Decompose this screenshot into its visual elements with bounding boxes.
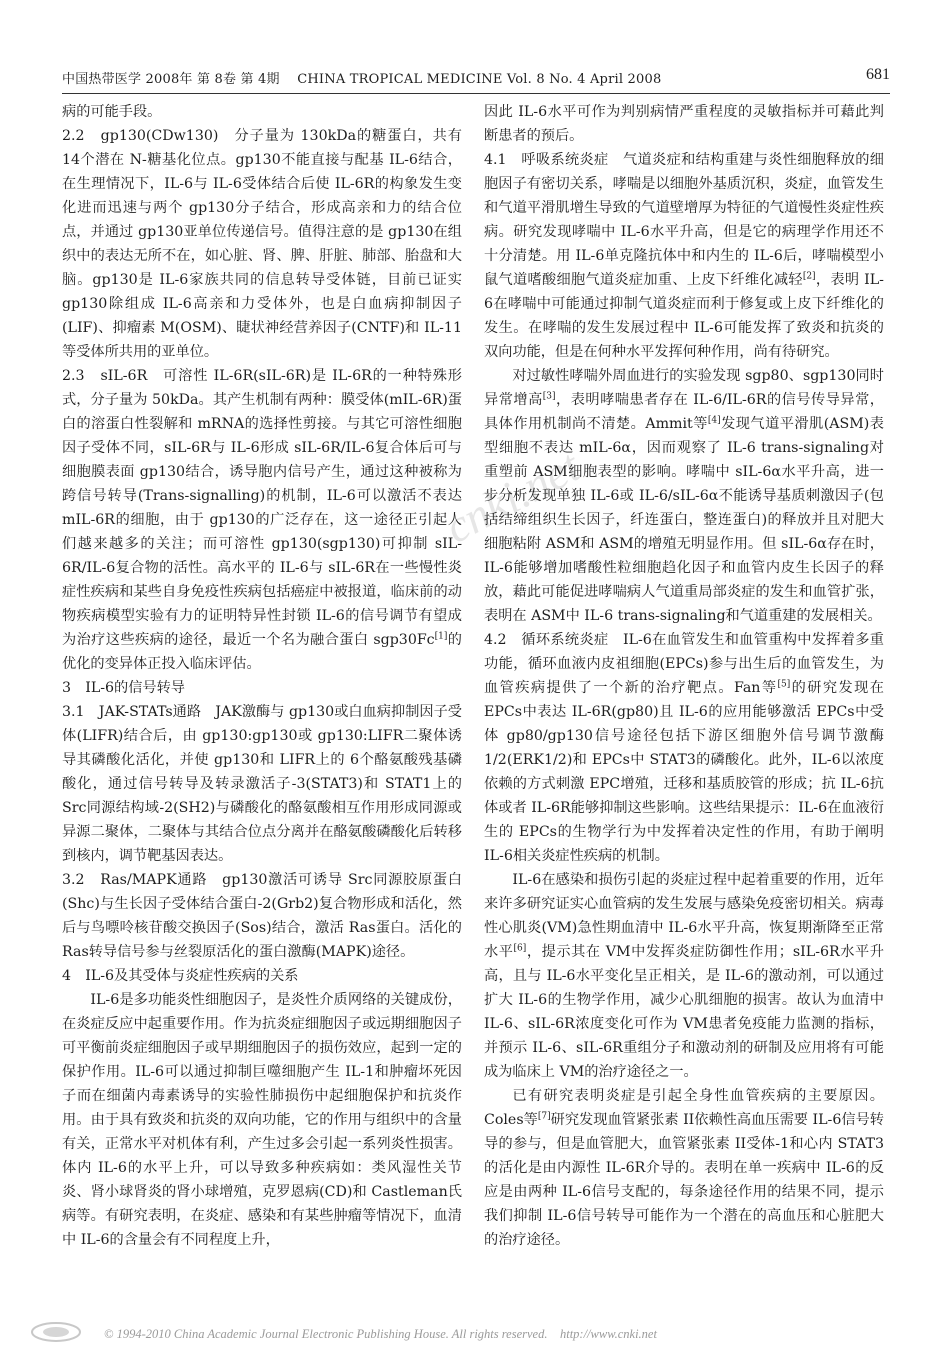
publisher-logo-icon: [28, 1318, 84, 1344]
page-number: 681: [866, 66, 890, 83]
citation-marker: [3]: [542, 391, 556, 402]
paragraph-sil6r: 2.3 sIL-6R 可溶性 IL-6R(sIL-6R)是 IL-6R的一种特殊形式，分子量为 50kDa。其产生机制有两种：膜受体(mIL-6R)蛋白的溶蛋白性裂解和 mRNA的选择性剪接。与其它可溶性细胞因子受体不同，sIL-6R与 IL-6形成 sIL-6R/IL-6复合体后可与细胞膜表面 gp130结合，诱导胞内信号产生，通过这种被称为跨信号转导(Trans-signalling)的机制，IL-6可以激活不表达 mIL-6R的细胞，由于 gp130的广泛存在，这一途径正引起人们越来越多的关注；而可溶性 gp130(sgp130)可抑制 sIL-6R/IL-6复合物的活性。高水平的 IL-6与 sIL-6R在一些慢性炎症性疾病和某些自身免疫性疾病包括癌症中被报道，临床前的动物疾病模型实验有力的证明特异性封锁 IL-6的信号调节有望成为治疗这些疾病的途径，最近一个名为融合蛋白 sgp30Fc[1]的优化的变异体正投入临床评估。: [62, 368, 462, 672]
right-column: [484, 100, 884, 1252]
paragraph-asthma: 对过敏性哮喘外周血进行的实验发现 sgp80、sgp130同时异常增高[3]，表明哮喘患者存在 IL-6/IL-6R的信号传导异常，具体作用机制尚不清楚。Ammit等[4]发现气道平滑肌(ASM)表型细胞不表达 mIL-6α，因而观察了 IL-6 trans-signaling对重塑前 ASM细胞表型的影响。哮喘中 sIL-6α水平升高，进一步分析发现单独 IL-6或 IL-6/sIL-6α不能诱导基质刺激因子(包括结缔组织生长因子，纤连蛋白，整连蛋白)的释放并且对肥大细胞粘附 ASM和 ASM的增殖无明显作用。但 sIL-6α存在时，IL-6能够增加嗜酸性粒细胞趋化因子和血管内皮生长因子的释放，藉此可能促进哮喘病人气道重局部炎症的发生和血管扩张，表明在 ASM中 IL-6 trans-signaling和气道重建的发展相关。: [484, 368, 884, 624]
watermark: cnki.net: [436, 440, 588, 553]
paragraph-myocarditis: IL-6在感染和损伤引起的炎症过程中起着重要的作用，近年来许多研究证实心血管病的发生发展与感染免疫密切相关。病毒性心肌炎(VM)急性期血清中 IL-6水平升高，恢复期渐降至正常水平[6]，提示其在 VM中发挥炎症防御性作用；sIL-6R水平升高，且与 IL-6水平变化呈正相关，是 IL-6的激动剂，可以通过扩大 IL-6的生物学作用，减少心肌细胞的损害。故认为血清中 IL-6、sIL-6R浓度变化可作为 VM患者免疫能力监测的指标，并预示 IL-6、sIL-6R重组分子和激动剂的研制及应用将有可能成为临床上 VM的治疗途径之一。: [484, 872, 884, 1080]
paragraph-circulatory: 4.2 循环系统炎症 IL-6在血管发生和血管重构中发挥着多重功能，循环血液内皮祖细胞(EPCs)参与出生后的血管发生，为血管疾病提供了一个新的治疗靶点。Fan等[5]的研究发现在 EPCs中表达 IL-6R(gp80)且 IL-6的应用能够激活 EPCs中受体 gp80/gp130信号途径包括下游区细胞外信号调节激酶 1/2(ERK1/2)和 EPCs中 STAT3的磷酸化。此外，IL-6以浓度依赖的方式刺激 EPC增殖，迁移和基质胶管的形成；抗 IL-6抗体或者 IL-6R能够抑制这些影响。这些结果提示：IL-6在血液衍生的 EPCs的生物学行为中发挥着决定性的作用，有助于阐明 IL-6相关炎症性疾病的机制。: [484, 632, 884, 864]
footer: [0, 1318, 950, 1348]
paragraph-ras-mapk: 3.2 Ras/MAPK通路 gp130激活可诱导 Src同源胶原蛋白(Shc)与生长因子受体结合蛋白-2(Grb2)复合物形成和活化，然后与鸟嘌呤核苷酸交换因子(Sos)结合，激活 Ras蛋白。活化的 Ras转导信号参与丝裂原活化的蛋白激酶(MAPK)途径。: [62, 872, 462, 960]
section-heading-4: 4 IL-6及其受体与炎症性疾病的关系: [62, 968, 299, 984]
citation-marker: [6]: [513, 943, 527, 954]
left-column: [62, 100, 462, 1252]
running-header: [62, 62, 890, 90]
citation-marker: [4]: [707, 415, 721, 426]
journal-info: 中国热带医学 2008年 第 8卷 第 4期 CHINA TROPICAL MEDICINE Vol. 8 No. 4 April 2008: [62, 72, 662, 87]
header-rule: [62, 93, 890, 94]
paragraph-gp130: 2.2 gp130(CDw130) 分子量为 130kDa的糖蛋白，共有 14个潜在 N-糖基化位点。gp130不能直接与配基 IL-6结合，在生理情况下，IL-6与 IL-6受体结合后使 IL-6R的构象发生变化进而迅速与两个 gp130分子结合，形成高亲和力的结合位点，并通过 gp130亚单位传递信号。值得注意的是 gp130在组织中的表达无所不在，如心脏、肾、脾、肝脏、肺部、胎盘和大脑。gp130是 IL-6家族共同的信息转导受体链，目前已证实 gp130除组成 IL-6高亲和力受体外，也是白血病抑制因子(LIF)、抑瘤素 M(OSM)、睫状神经营养因子(CNTF)和 IL-11等受体所共用的亚单位。: [62, 128, 462, 360]
paragraph-respiratory: 4.1 呼吸系统炎症 气道炎症和结构重建与炎性细胞释放的细胞因子有密切关系，哮喘是以细胞外基质沉积，炎症，血管发生和气道平滑肌增生导致的气道壁增厚为特征的气道慢性炎症性疾病。研究发现哮喘中 IL-6水平升高，但是它的病理学作用还不十分清楚。用 IL-6单克隆抗体中和内生的 IL-6后，哮喘模型小鼠气道嗜酸细胞气道炎症加重、上皮下纤维化减轻[2]，表明 IL-6在哮喘中可能通过抑制气道炎症而利于修复或上皮下纤维化的发生。在哮喘的发生发展过程中 IL-6可能发挥了致炎和抗炎的双向功能，但是在何种水平发挥何种作用，尚有待研究。: [484, 152, 884, 360]
citation-marker: [5]: [777, 679, 791, 690]
citation-marker: [1]: [434, 631, 448, 642]
paragraph: 病的可能手段。: [62, 104, 162, 120]
paragraph-il6-intro: IL-6是多功能炎性细胞因子，是炎性介质网络的关键成份，在炎症反应中起重要作用。作为抗炎症细胞因子或远期细胞因子可平衡前炎症细胞因子或早期细胞因子的损伤效应，起到一定的保护作用。IL-6可以通过抑制巨噬细胞产生 IL-1和肿瘤坏死因子而在细菌内毒素诱导的实验性肺损伤中起细胞保护和抗炎作用。由于具有致炎和抗炎的双向功能，它的作用与组织中的含量有关，正常水平对机体有利，产生过多会引起一系列炎性损害。体内 IL-6的水平上升，可以导致多种疾病如：类风湿性关节炎、肾小球肾炎的肾小球增殖，克罗恩病(CD)和 Castleman氏病等。有研究表明，在炎症、感染和有某些肿瘤等情况下，血清中 IL-6的含量会有不同程度上升，: [62, 992, 462, 1248]
paragraph-hypertension: 已有研究表明炎症是引起全身性血管疾病的主要原因。Coles等[7]研究发现血管紧张素 II依赖性高血压需要 IL-6信号转导的参与，但是血管肥大，血管紧张素 II受体-1和心内 STAT3的活化是由内源性 IL-6R介导的。表明在单一疾病中 IL-6的反应是由两种 IL-6信号支配的，每条途径作用的结果不同，提示我们抑制 IL-6信号转导可能作为一个潜在的高血压和心脏肥大的治疗途径。: [484, 1088, 884, 1248]
paragraph-jak-stat: 3.1 JAK-STATs通路 JAK激酶与 gp130或白血病抑制因子受体(LIFR)结合后，由 gp130:gp130或 gp130:LIFR二聚体诱导其磷酸化活化，并使 gp130和 LIFR上的 6个酪氨酸残基磷酸化，通过信号转导及转录激活子-3(STAT3)和 STAT1上的 Src同源结构域-2(SH2)与磷酸化的酪氨酸相互作用形成同源或异源二聚体，二聚体与其结合位点分离并在酪氨酸磷酸化后转移到核内，调节靶基因表达。: [62, 704, 462, 864]
copyright-notice: © 1994-2010 China Academic Journal Electronic Publishing House. All rights reserved. http://www.cnki.net: [104, 1327, 657, 1341]
citation-marker: [2]: [802, 271, 816, 282]
paragraph: 因此 IL-6水平可作为判别病情严重程度的灵敏指标并可藉此判断患者的预后。: [484, 104, 884, 144]
citation-marker: [7]: [537, 1111, 551, 1122]
section-heading-3: 3 IL-6的信号转导: [62, 680, 185, 696]
